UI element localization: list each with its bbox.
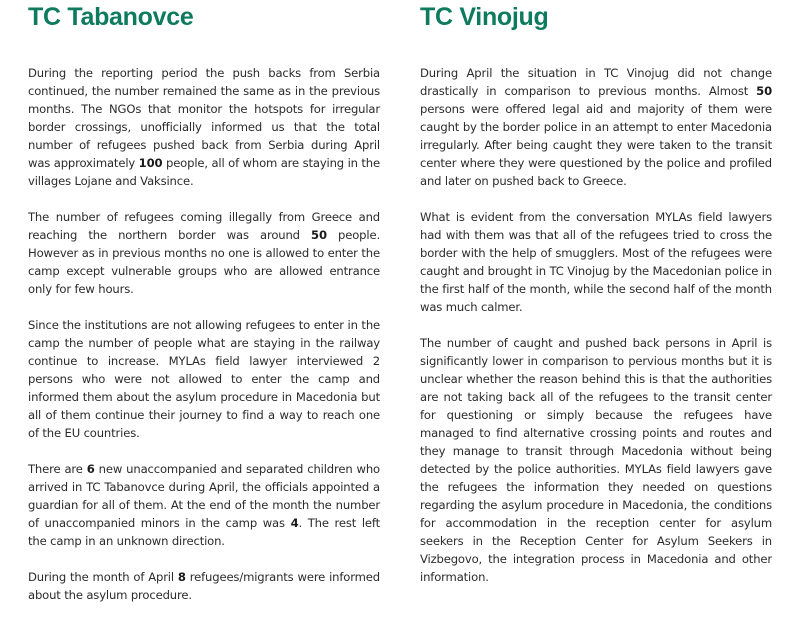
bold-number: 50 xyxy=(756,84,772,98)
text: During the reporting period the push backs from Serbia continued, the number remained the same as in the previous months. The NGOs that monitor the hotspots for irregular border crossings, unofficially informed us that the total number of refugees pushed back from Serbia during April was approximately xyxy=(28,66,380,170)
left-body xyxy=(28,64,380,622)
text: What is evident from the conversation MYLAs field lawyers had with them was that all of the refugees tried to cross the border with the help of smugglers. Most of the refugees were caught and brought in TC Vinojug by the Macedonian police in the first half of the month, while the second half of the month was much calmer. xyxy=(420,210,772,314)
paragraph xyxy=(28,460,380,550)
bold-number: 4 xyxy=(290,516,299,530)
bold-number: 50 xyxy=(311,228,327,242)
left-column xyxy=(28,0,381,602)
paragraph xyxy=(420,64,772,190)
bold-number: 8 xyxy=(177,570,186,584)
section-title-tabanovce: TC Tabanovce xyxy=(28,3,194,31)
paragraph xyxy=(28,568,380,604)
text: new unaccompanied and separated children who arrived in TC Tabanovce during April, the officials appointed a guardian for all of them. At the end of the month the number of unaccompanied minors in the camp was xyxy=(28,462,380,530)
right-column xyxy=(420,0,772,584)
bold-number: 100 xyxy=(138,156,163,170)
text: refugees/migrants were informed about the asylum procedure. xyxy=(28,570,381,602)
section-title-vinojug: TC Vinojug xyxy=(420,3,549,31)
text: people. However as in previous months no one is allowed to enter the camp except vulnerable groups who are allowed entrance only for few hours. xyxy=(28,228,380,296)
text: There are xyxy=(28,462,87,476)
text: Since the institutions are not allowing refugees to enter in the camp the number of people what are staying in the railway continue to increase. MYLAs field lawyer interviewed 2 persons who were not allowed to enter the camp and informed them about the asylum procedure in Macedonia but all of them continue their journey to find a way to reach one of the EU countries. xyxy=(28,318,380,440)
text: During the month of April xyxy=(28,570,178,584)
text: people, all of whom are staying in the villages Lojane and Vaksince. xyxy=(28,156,380,188)
right-body xyxy=(420,64,772,604)
text: persons were offered legal aid and majority of them were caught by the border police in an attempt to enter Macedonia irregularly. After being caught they were taken to the transit center where they were questioned by the police and profiled and later on pushed back to Greece. xyxy=(420,102,772,188)
text: The number of refugees coming illegally from Greece and reaching the northern border was around xyxy=(28,210,380,242)
bold-number: 6 xyxy=(86,462,95,476)
paragraph xyxy=(420,208,772,316)
text: The number of caught and pushed back persons in April is significantly lower in comparison to pervious months but it is unclear whether the reason behind this is that the authorities are not taking back all of the refugees to the transit center for questioning or simply because the refugees have managed to find alternative crossing points and routes and they manage to transit through Macedonia without being detected by the police authorities. MYLAs field lawyers gave the refugees the information they needed on questions regarding the asylum procedure in Macedonia, the conditions for accommodation in the reception center for asylum seekers in the Reception Center for Asylum Seekers in Vizbegovo, the integration process in Macedonia and other information. xyxy=(420,336,772,584)
paragraph xyxy=(28,316,380,442)
paragraph xyxy=(28,64,380,190)
text: . The rest left the camp in an unknown direction. xyxy=(28,516,380,548)
paragraph xyxy=(420,334,772,586)
text: During April the situation in TC Vinojug did not change drastically in comparison to previous months. Almost xyxy=(420,66,772,98)
paragraph xyxy=(28,208,380,298)
